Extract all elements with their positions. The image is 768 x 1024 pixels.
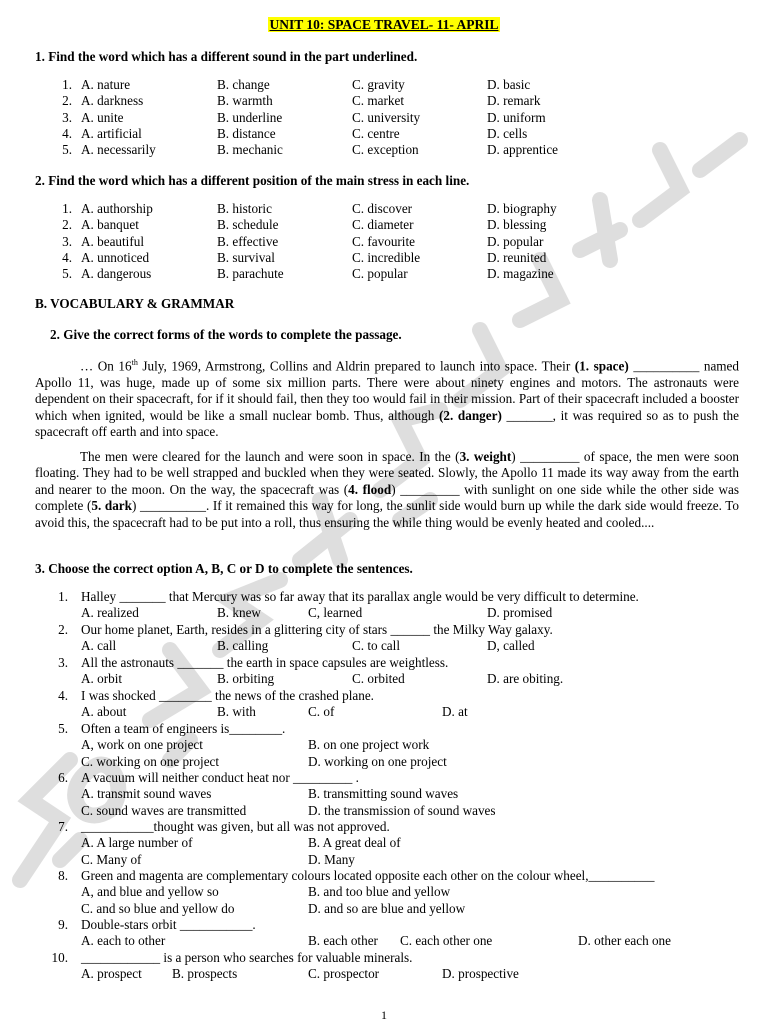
option-line <box>0 638 768 654</box>
question-row <box>0 110 768 126</box>
option-b: B. effective <box>217 233 279 249</box>
question-row <box>0 217 768 233</box>
option-line <box>0 671 768 687</box>
answer-option: A. prospect <box>81 966 142 982</box>
option-a: A. artificial <box>81 125 142 141</box>
question-row <box>0 266 768 282</box>
question-text: ____________ is a person who searches for valuable minerals. <box>81 950 413 965</box>
passage-heading: 2. Give the correct forms of the words to complete the passage. <box>50 327 402 342</box>
option-c: C. university <box>352 109 421 125</box>
answer-option: A. realized <box>81 605 139 621</box>
question-number: 4. <box>62 125 72 141</box>
answer-option: A. about <box>81 704 127 720</box>
option-d: D. reunited <box>487 249 547 265</box>
page-title: UNIT 10: SPACE TRAVEL- 11- APRIL <box>269 17 499 32</box>
question-number: 2. <box>62 217 72 233</box>
option-d: D. remark <box>487 93 541 109</box>
answer-option: C. to call <box>352 638 400 654</box>
option-a: A. beautiful <box>81 233 144 249</box>
section-1-heading: 1. Find the word which has a different sound in the part underlined. <box>35 49 418 64</box>
section-3-heading: 3. Choose the correct option A, B, C or D to complete the sentences. <box>35 561 413 576</box>
answer-option: D. promised <box>487 605 553 621</box>
answer-option: B. transmitting sound waves <box>308 786 459 802</box>
option-line <box>0 901 768 917</box>
answer-option: A. orbit <box>81 671 123 687</box>
answer-option: B. knew <box>217 605 261 621</box>
question-text: Double-stars orbit ___________. <box>81 917 256 932</box>
question-line <box>0 819 768 835</box>
answer-option: D. and so are blue and yellow <box>308 900 466 916</box>
option-line <box>0 737 768 753</box>
option-c: C. gravity <box>352 77 405 92</box>
option-line <box>0 835 768 851</box>
option-line <box>0 966 768 982</box>
answer-option: D. are obiting. <box>487 671 564 687</box>
answer-option: D, called <box>487 638 535 654</box>
option-d: D. magazine <box>487 266 554 282</box>
vocab-heading: B. VOCABULARY & GRAMMAR <box>35 296 235 311</box>
question-line <box>0 688 768 704</box>
answer-option: D. prospective <box>442 966 519 982</box>
answer-option: A. A large number of <box>81 835 193 851</box>
option-a: A. nature <box>81 77 131 92</box>
answer-option: C. of <box>308 704 335 720</box>
answer-option: C, learned <box>308 605 363 621</box>
question-number: 8. <box>58 868 68 883</box>
question-line <box>0 868 768 884</box>
answer-option: D. the transmission of sound waves <box>308 802 496 818</box>
option-b: B. change <box>217 77 270 92</box>
answer-option: C. working on one project <box>81 753 220 769</box>
answer-option: C. orbited <box>352 671 405 687</box>
question-line <box>0 721 768 737</box>
option-line <box>0 786 768 802</box>
question-number: 2. <box>58 622 68 637</box>
option-b: B. schedule <box>217 217 279 233</box>
question-line <box>0 655 768 671</box>
option-d: D. apprentice <box>487 142 559 158</box>
question-line <box>0 917 768 933</box>
option-c: C. market <box>352 93 405 109</box>
answer-option: D. working on one project <box>308 753 447 769</box>
answer-option: B. prospects <box>172 966 238 982</box>
question-text: Often a team of engineers is________. <box>81 721 286 736</box>
question-text: I was shocked ________ the news of the crashed plane. <box>81 688 374 703</box>
option-b: B. parachute <box>217 266 284 282</box>
answer-option: D. at <box>442 704 468 720</box>
question-number: 1. <box>62 77 72 92</box>
option-d: D. blessing <box>487 217 547 233</box>
question-row <box>0 142 768 158</box>
question-row <box>0 77 768 93</box>
question-number: 10. <box>51 950 68 965</box>
option-a: A. authorship <box>81 201 153 216</box>
question-number: 5. <box>58 721 68 736</box>
option-a: A. banquet <box>81 217 139 233</box>
option-b: B. mechanic <box>217 142 283 158</box>
option-a: A. dangerous <box>81 266 152 282</box>
option-b: B. warmth <box>217 93 273 109</box>
answer-option: B. and too blue and yellow <box>308 884 451 900</box>
page-number: 1 <box>381 1008 387 1022</box>
answer-option: A, work on one project <box>81 737 203 753</box>
question-number: 4. <box>58 688 68 703</box>
option-b: B. survival <box>217 249 275 265</box>
question-number: 1. <box>58 589 68 604</box>
answer-option: C. Many of <box>81 851 142 867</box>
option-d: D. cells <box>487 125 528 141</box>
option-a: A. unite <box>81 109 124 125</box>
question-number: 9. <box>58 917 68 932</box>
answer-option: A. each to other <box>81 933 166 949</box>
answer-option: B. on one project work <box>308 737 430 753</box>
question-row <box>0 126 768 142</box>
option-line <box>0 754 768 770</box>
option-a: A. necessarily <box>81 142 156 158</box>
question-number: 3. <box>62 233 72 249</box>
option-b: B. historic <box>217 201 272 216</box>
answer-option: C. sound waves are transmitted <box>81 802 247 818</box>
answer-option: B. each other <box>308 933 378 949</box>
option-b: B. underline <box>217 109 283 125</box>
answer-option: A, and blue and yellow so <box>81 884 219 900</box>
question-number: 5. <box>62 266 72 282</box>
question-row <box>0 234 768 250</box>
question-line <box>0 622 768 638</box>
option-c: C. discover <box>352 201 413 216</box>
option-d: D. basic <box>487 77 531 92</box>
question-line <box>0 589 768 605</box>
option-line <box>0 704 768 720</box>
question-number: 7. <box>58 819 68 834</box>
question-number: 4. <box>62 249 72 265</box>
option-c: C. exception <box>352 142 419 158</box>
option-line <box>0 605 768 621</box>
question-row <box>0 93 768 109</box>
option-line <box>0 933 768 949</box>
question-number: 5. <box>62 142 72 158</box>
section-2-heading: 2. Find the word which has a different position of the main stress in each line. <box>35 173 470 188</box>
passage-paragraph-2: The men were cleared for the launch and were soon in space. In the (3. weight) _________ of space, the men were soon floating. They had to be well strapped and buckled when they were seated. Slowly, the Apollo 11 made its way away from the earth and nearer to the moon. On the way, the spacecraft was (4. flood) _________ with sunlight on one side while the other side was complete (5. dark) __________. If it remained this way for long, the sunlit side would burn up while the dark side would freeze. To avoid this, the spacecraft had to be put into a roll, thus ensuring the while thing would be evenly heated and cooled.... <box>35 449 740 530</box>
option-c: C. incredible <box>352 249 421 265</box>
question-line <box>0 770 768 786</box>
answer-option: D. Many <box>308 851 355 867</box>
option-line <box>0 884 768 900</box>
question-number: 3. <box>62 109 72 125</box>
option-d: D. uniform <box>487 109 546 125</box>
answer-option: C. each other one <box>400 933 493 949</box>
option-d: D. biography <box>487 201 557 216</box>
option-a: A. unnoticed <box>81 249 150 265</box>
question-number: 6. <box>58 770 68 785</box>
option-c: C. popular <box>352 266 408 282</box>
question-number: 1. <box>62 201 72 216</box>
answer-option: A. transmit sound waves <box>81 786 212 802</box>
option-line <box>0 803 768 819</box>
question-text: A vacuum will neither conduct heat nor _________ . <box>81 770 359 785</box>
answer-option: B. A great deal of <box>308 835 401 851</box>
option-c: C. favourite <box>352 233 415 249</box>
question-text: Green and magenta are complementary colours located opposite each other on the colour wheel,__________ <box>81 868 655 883</box>
question-number: 3. <box>58 655 68 670</box>
answer-option: A. call <box>81 638 117 654</box>
answer-option: D. other each one <box>578 933 672 949</box>
answer-option: B. calling <box>217 638 269 654</box>
answer-option: C. prospector <box>308 966 380 982</box>
question-text: All the astronauts _______ the earth in space capsules are weightless. <box>81 655 449 670</box>
option-c: C. centre <box>352 125 400 141</box>
option-b: B. distance <box>217 125 276 141</box>
question-row <box>0 250 768 266</box>
question-number: 2. <box>62 93 72 109</box>
option-a: A. darkness <box>81 93 144 109</box>
option-line <box>0 852 768 868</box>
option-d: D. popular <box>487 233 544 249</box>
answer-option: B. with <box>217 704 256 720</box>
answer-option: B. orbiting <box>217 671 275 687</box>
question-text: ___________thought was given, but all was not approved. <box>81 819 390 834</box>
question-text: Halley _______ that Mercury was so far away that its parallax angle would be very difficult to determine. <box>81 589 639 604</box>
passage-paragraph-1: … On 16th July, 1969, Armstrong, Collins and Aldrin prepared to launch into space. Their (1. space) __________ named Apollo 11, was huge, made up of some six million parts. There were about ninety engines and motors. The astronauts were dependent on their spacecraft, for if it should fail, then they too would fail in their mission. Part of their spacecraft included a booster which when ignited, would be like a small nuclear bomb. Thus, although (2. danger) _______, it was required so as to push the spacecraft off earth and into space. <box>35 358 740 440</box>
answer-option: C. and so blue and yellow do <box>81 900 235 916</box>
option-c: C. diameter <box>352 217 414 233</box>
question-text: Our home planet, Earth, resides in a glittering city of stars ______ the Milky Way galaxy. <box>81 622 553 637</box>
question-line <box>0 950 768 966</box>
question-row <box>0 201 768 217</box>
